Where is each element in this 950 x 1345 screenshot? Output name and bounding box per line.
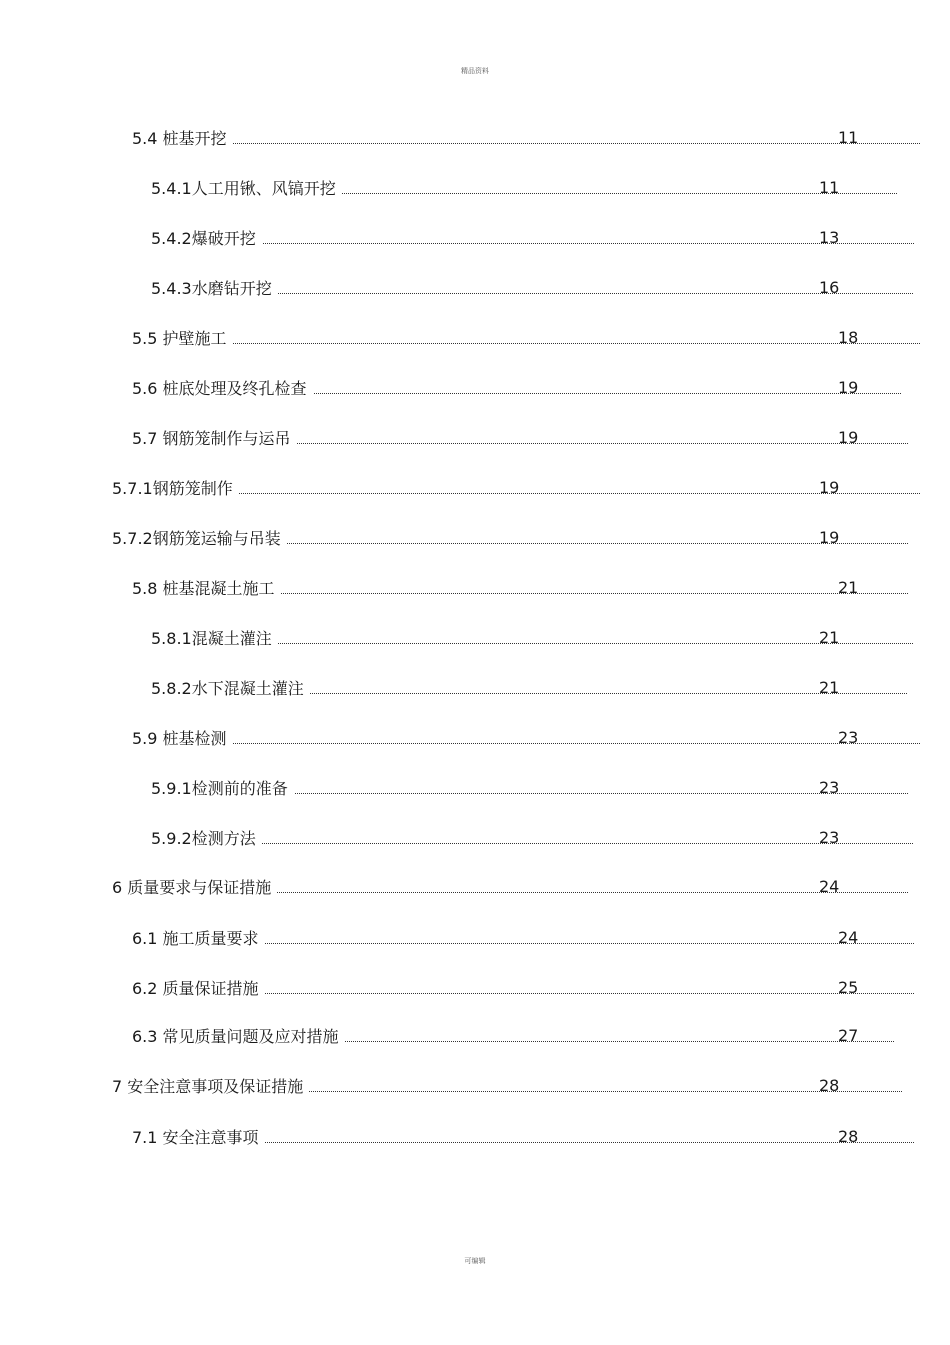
toc-entry[interactable] — [132, 727, 920, 751]
toc-entry-page: 19 — [819, 478, 840, 497]
toc-entry[interactable] — [151, 827, 913, 851]
toc-entry[interactable] — [132, 377, 901, 401]
toc-entry-label: 7.1 安全注意事项 — [132, 1126, 265, 1150]
toc-entry[interactable] — [151, 627, 913, 651]
toc-entry-label: 5.9.2检测方法 — [151, 827, 262, 851]
toc-entry[interactable] — [151, 277, 913, 301]
toc-entry-page: 24 — [838, 928, 859, 947]
toc-entry-page: 19 — [819, 528, 840, 547]
toc-entry-page: 23 — [819, 828, 840, 847]
toc-entry-label: 5.4 桩基开挖 — [132, 127, 233, 151]
toc-entry-label: 5.5 护壁施工 — [132, 327, 233, 351]
toc-entry-label: 6 质量要求与保证措施 — [112, 876, 277, 900]
toc-entry-page: 21 — [819, 628, 840, 647]
toc-entry-label: 5.4.2爆破开挖 — [151, 227, 262, 251]
toc-leader-dots — [151, 843, 913, 844]
page-header: 精品资料 — [461, 67, 489, 75]
toc-entry-label: 5.8.1混凝土灌注 — [151, 627, 278, 651]
toc-entry[interactable] — [132, 127, 920, 151]
toc-entry-label: 6.3 常见质量问题及应对措施 — [132, 1025, 345, 1049]
toc-entry-page: 11 — [838, 128, 859, 147]
toc-entry-page: 13 — [819, 228, 840, 247]
toc-entry[interactable] — [132, 427, 908, 451]
toc-entry-page: 21 — [819, 678, 840, 697]
toc-entry-page: 11 — [819, 178, 840, 197]
toc-entry-page: 19 — [838, 428, 859, 447]
toc-entry-label: 5.4.1人工用锹、风镐开挖 — [151, 177, 342, 201]
toc-leader-dots — [132, 743, 920, 744]
toc-entry-page: 18 — [838, 328, 859, 347]
toc-leader-dots — [132, 343, 920, 344]
toc-entry-label: 5.9.1检测前的准备 — [151, 777, 294, 801]
toc-entry-label: 6.1 施工质量要求 — [132, 927, 265, 951]
toc-entry-page: 16 — [819, 278, 840, 297]
toc-entry[interactable] — [132, 977, 914, 1001]
toc-entry-label: 5.7 钢筋笼制作与运吊 — [132, 427, 297, 451]
toc-entry[interactable] — [132, 1025, 894, 1049]
toc-entry-page: 21 — [838, 578, 859, 597]
toc-entry-page: 23 — [819, 778, 840, 797]
toc-entry-label: 5.4.3水磨钻开挖 — [151, 277, 278, 301]
toc-entry-label: 6.2 质量保证措施 — [132, 977, 265, 1001]
toc-entry[interactable] — [132, 327, 920, 351]
toc-leader-dots — [132, 143, 920, 144]
toc-entry[interactable] — [132, 1126, 914, 1150]
toc-entry[interactable] — [112, 1075, 902, 1099]
toc-entry-page: 28 — [838, 1127, 859, 1146]
toc-entry-label: 5.7.1钢筋笼制作 — [112, 477, 239, 501]
toc-leader-dots — [151, 243, 914, 244]
toc-entry-page: 24 — [819, 877, 840, 896]
toc-entry-label: 5.8.2水下混凝土灌注 — [151, 677, 310, 701]
toc-entry[interactable] — [151, 227, 914, 251]
toc-entry-label: 5.6 桩底处理及终孔检查 — [132, 377, 313, 401]
toc-entry-label: 7 安全注意事项及保证措施 — [112, 1075, 309, 1099]
toc-entry-label: 5.8 桩基混凝土施工 — [132, 577, 281, 601]
toc-entry[interactable] — [112, 477, 920, 501]
toc-entry-page: 27 — [838, 1026, 859, 1045]
toc-entry-page: 28 — [819, 1076, 840, 1095]
page-footer: 可编辑 — [464, 1257, 486, 1265]
toc-entry[interactable] — [112, 876, 908, 900]
toc-entry[interactable] — [151, 677, 907, 701]
toc-entry-page: 19 — [838, 378, 859, 397]
toc-entry[interactable] — [132, 927, 914, 951]
toc-entry-label: 5.7.2钢筋笼运输与吊装 — [112, 527, 287, 551]
toc-entry[interactable] — [112, 527, 908, 551]
toc-entry[interactable] — [151, 177, 897, 201]
toc-entry-page: 25 — [838, 978, 859, 997]
toc-entry[interactable] — [151, 777, 908, 801]
toc-entry[interactable] — [132, 577, 908, 601]
toc-entry-page: 23 — [838, 728, 859, 747]
toc-entry-label: 5.9 桩基检测 — [132, 727, 233, 751]
